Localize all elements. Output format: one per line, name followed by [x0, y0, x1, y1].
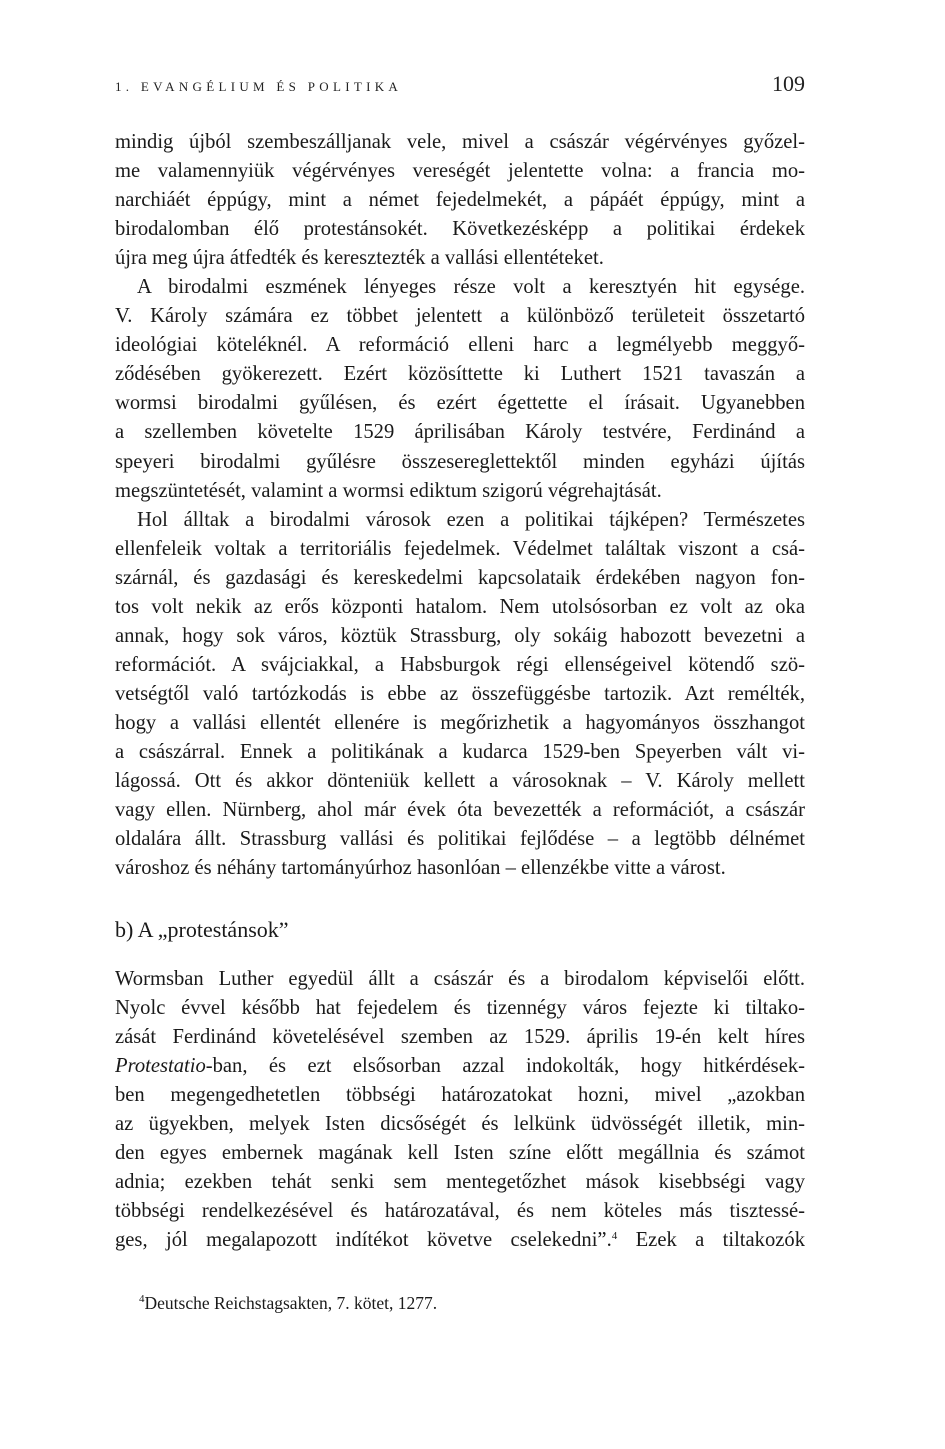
text-fragment: -ban, és ezt elsősorban azzal indokolták, hogy hitkérdések-	[205, 1055, 805, 1078]
text-line: újra meg újra átfedték és keresztezték a vallási ellentéteket.	[115, 247, 604, 270]
text-line: a császárral. Ennek a politikának a kudarca 1529-ben Speyerben vált vi-	[115, 740, 805, 763]
text-line	[115, 1226, 805, 1255]
text-line: Wormsban Luther egyedül állt a császár és a birodalom képviselői előtt.	[115, 968, 805, 990]
text-line: tos volt nekik az erős központi hatalom. Nem utolsósorban ez volt az oka	[115, 595, 805, 618]
text-line: A birodalmi eszmének lényeges része volt a keresztyén hit egysége.	[137, 276, 805, 299]
section-heading: b) A „protestánsok”	[115, 917, 289, 942]
paragraph	[115, 965, 805, 1255]
text-line: megszüntetését, valamint a wormsi ediktum szigorú végrehajtását.	[115, 479, 662, 502]
text-line: wormsi birodalmi gyűlésen, és ezért égettette el írásait. Ugyanebben	[115, 392, 805, 415]
text-line: me valamennyiük végérvényes vereségét jelentette volna: a francia mo-	[115, 160, 805, 183]
text-line	[115, 1052, 805, 1081]
text-line: speyeri birodalmi gyűlésre összesereglettektől minden egyházi újítás	[115, 450, 805, 473]
text-line: ideológiai köteléknél. A reformáció elleni harc a legmélyebb meggyő-	[115, 334, 805, 357]
text-line: V. Károly számára ez többet jelentett a különböző területeit összetartó	[115, 305, 805, 328]
footnote	[139, 1293, 437, 1314]
text-line: többségi rendelkezésével és határozatával, és nem köteles más tisztessé-	[115, 1200, 805, 1223]
paragraph	[115, 506, 805, 884]
text-fragment: Ezek a tiltakozók	[617, 1229, 805, 1252]
text-line: den egyes embernek magának kell Isten színe előtt megállnia és számot	[115, 1142, 805, 1165]
text-line: ellenfeleik voltak a territoriális fejedelmek. Védelmet találtak viszont a csá-	[115, 537, 805, 560]
main-text-top	[115, 128, 805, 883]
footnote-marker: 4	[139, 1293, 145, 1305]
text-line: vagy ellen. Nürnberg, ahol már évek óta bevezették a reformációt, a császár	[115, 799, 805, 822]
text-line: annak, hogy sok város, köztük Strassburg, oly sokáig habozott bevezetni a	[115, 624, 805, 647]
page-number: 109	[772, 71, 805, 96]
main-text-bottom	[115, 965, 805, 1255]
text-line: szárnál, és gazdasági és kereskedelmi kapcsolataik érdekében nagyon fon-	[115, 566, 805, 589]
paragraph	[115, 273, 805, 505]
text-line: reformációt. A svájciakkal, a Habsburgok régi ellenségeivel kötendő szö-	[115, 653, 805, 676]
text-line: az ügyekben, melyek Isten dicsőségét és lelkünk üdvösségét illetik, min-	[115, 1113, 805, 1136]
text-line: oldalára állt. Strassburg vallási és politikai fejlődése – a legtöbb délnémet	[115, 828, 805, 851]
text-line: vetségtől való tartózkodás is ebbe az összefüggésbe tartozik. Azt remélték,	[115, 682, 805, 705]
text-line: mindig újból szembeszálljanak vele, mivel a császár végérvényes győzel-	[115, 131, 805, 153]
running-head: 1. EVANGÉLIUM ÉS POLITIKA	[115, 79, 403, 94]
text-fragment: ges, jól megalapozott indítékot követve cselekedni”.	[115, 1229, 612, 1252]
text-line: lágossá. Ott és akkor dönteniük kellett a városoknak – V. Károly mellett	[115, 770, 805, 793]
text-line: a szellemben követelte 1529 áprilisában Károly testvére, Ferdinánd a	[115, 421, 805, 444]
text-line: Nyolc évvel később hat fejedelem és tizennégy város fejezte ki tiltako-	[115, 997, 805, 1020]
text-line: ben megengedhetetlen többségi határozatokat hozni, mivel „azokban	[115, 1084, 805, 1107]
text-line: narchiáét éppúgy, mint a német fejedelmekét, a pápáét éppúgy, mint a	[115, 189, 805, 212]
text-line: birodalomban élő protestánsokét. Következésképp a politikai érdekek	[115, 218, 805, 241]
text-line: adnia; ezekben tehát senki sem mentegetőzhet mások kisebbségi vagy	[115, 1171, 805, 1194]
text-line: ződésében gyökerezett. Ezért közösíttette ki Luthert 1521 tavaszán a	[115, 363, 805, 386]
italic-term: Protestatio	[115, 1055, 206, 1078]
text-line: Hol álltak a birodalmi városok ezen a politikai tájképen? Természetes	[137, 508, 805, 531]
footnote-text: Deutsche Reichstagsakten, 7. kötet, 1277.	[144, 1293, 438, 1313]
text-line: városhoz és néhány tartományúrhoz hasonlóan – ellenzékbe vitte a várost.	[115, 857, 726, 880]
text-line: hogy a vallási ellentét ellenére is megőrizhetik a hagyományos összhangot	[115, 711, 805, 734]
paragraph	[115, 128, 805, 273]
footnote-reference[interactable]: 4	[611, 1230, 618, 1243]
text-line: zását Ferdinánd követelésével szemben az 1529. április 19-én kelt híres	[115, 1026, 805, 1049]
